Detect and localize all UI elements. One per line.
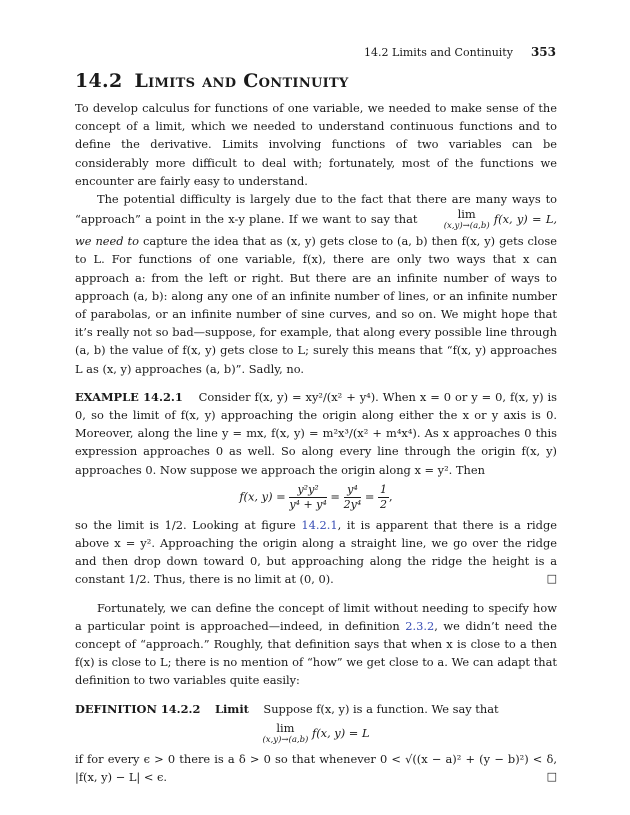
- example-conclusion-b: , it is apparent that there is a ridge above x = y². Approaching the origin along a straight line, we go over the ridge and then drop down toward 0, but approaching along the ridge the height is a constant 1/2. Thus, there is no limit at (0, 0).: [75, 517, 558, 587]
- inline-limit: [422, 208, 490, 232]
- qed-symbol: □: [546, 572, 557, 586]
- definition-link[interactable]: 2.3.2: [405, 618, 435, 633]
- page-number: 353: [530, 45, 556, 59]
- lim-subscript: (x,y)→(a,b): [443, 221, 490, 232]
- def-lim-subscript: (x,y)→(a,b): [262, 734, 309, 745]
- fraction-2: $\frac{\text{y⁴}}{\text{2y⁴}}$: [343, 482, 362, 511]
- paragraph-approach-a: The potential difficulty is largely due to the fact that there are many ways to “approach” a point in the x-y plane. If we want to say that: [75, 192, 557, 227]
- fraction-1: $\frac{\text{y²y²}}{\text{y⁴ + y⁴}}$: [289, 482, 327, 511]
- definition-condition-text: if for every ϵ > 0 there is a δ > 0 so that whenever 0 < √((x − a)² + (y − b)²) < δ, |f(x, y) − L| < ϵ.: [75, 751, 557, 785]
- definition-label: DEFINITION 14.2.2: [75, 701, 201, 716]
- inline-limit-expression: f(x, y) = L, we need to: [75, 212, 557, 249]
- figure-link[interactable]: 14.2.1: [301, 517, 338, 532]
- body-text: [75, 99, 557, 786]
- paragraph-intro: To develop calculus for functions of one variable, we needed to make sense of the concept of a limit, which we needed to understand continuous functions and to define the derivative. Limits involving functions of two variables can be considerably more difficult to deal with; fortunately, most of the functions we encounter are fairly easy to understand.: [75, 101, 557, 188]
- def-lim-text: lim: [276, 720, 295, 735]
- definition-equation: [75, 722, 557, 746]
- example-text: Consider f(x, y) = xy²/(x² + y⁴). When x = 0 or y = 0, f(x, y) is 0, so the limit of f(x, y) approaching the origin along either the x or y axis is 0. Moreover, along the line y = mx, f(x, y) = m²x³/(x² + m⁴x⁴). As x approaches 0 this expression approaches 0 as well. So along every line through the origin f(x, y) approaches 0. Now suppose we approach the origin along x = y². Then: [75, 389, 558, 477]
- running-head: [364, 45, 556, 59]
- paragraph-definition-a: Fortunately, we can define the concept of limit without needing to specify how a particular point is approached—indeed, in definition: [75, 600, 557, 633]
- section-number: 14.2: [75, 70, 123, 92]
- paragraph-definition-b: , we didn’t need the concept of “approach.” Roughly, that definition says that when x is close to a then f(x) is close to L; there is no mention of “how” we get close to a. We can adapt that definition to two variables quite easily:: [75, 618, 557, 688]
- definition-name: Limit: [214, 701, 249, 716]
- example-block: [75, 388, 557, 479]
- definition-limit-expression: f(x, y) = L: [311, 725, 370, 740]
- definition-condition: [75, 750, 557, 786]
- paragraph-definition-intro: [75, 599, 557, 690]
- section-title-text: Limits and Continuity: [134, 70, 349, 92]
- definition-limit: [262, 722, 308, 746]
- example-conclusion: [75, 516, 557, 589]
- definition-block: [75, 700, 557, 718]
- equation-lhs: f(x, y) =: [239, 489, 286, 504]
- running-head-section: 14.2 Limits and Continuity: [364, 46, 513, 59]
- definition-text: Suppose f(x, y) is a function. We say that: [263, 701, 499, 716]
- example-conclusion-a: so the limit is 1/2. Looking at figure: [75, 517, 296, 532]
- fraction-3: $\frac{1}{2}$: [380, 482, 388, 511]
- definition-qed-symbol: □: [546, 770, 557, 784]
- example-label: EXAMPLE 14.2.1: [75, 389, 183, 404]
- paragraph-approach-b: capture the idea that as (x, y) gets close to (a, b) then f(x, y) gets close to L. For functions of one variable, f(x), there are only two ways that x can approach a: from the left or right. But there are an infinite number of ways to approach (a, b): along any one of an infinite number of lines, or an infinite number of parabolas, or an infinite number of sine curves, and so on. We might hope that it’s really not so bad—suppose, for example, that along every possible line through (a, b) the value of f(x, y) gets close to L; surely this means that “f(x, y) approaches L as (x, y) approaches (a, b)”. Sadly, no.: [75, 234, 557, 376]
- paragraph-approach: [75, 190, 557, 378]
- example-equation: f(x, y) = $\frac{\text{y²y²}}{\text{y⁴ + y⁴}}$ = $\frac{\text{y⁴}}{\text{2y⁴}}$ = $\frac{1}{2}$ ,: [239, 482, 393, 511]
- section-title: [75, 70, 349, 92]
- lim-text: lim: [457, 207, 476, 222]
